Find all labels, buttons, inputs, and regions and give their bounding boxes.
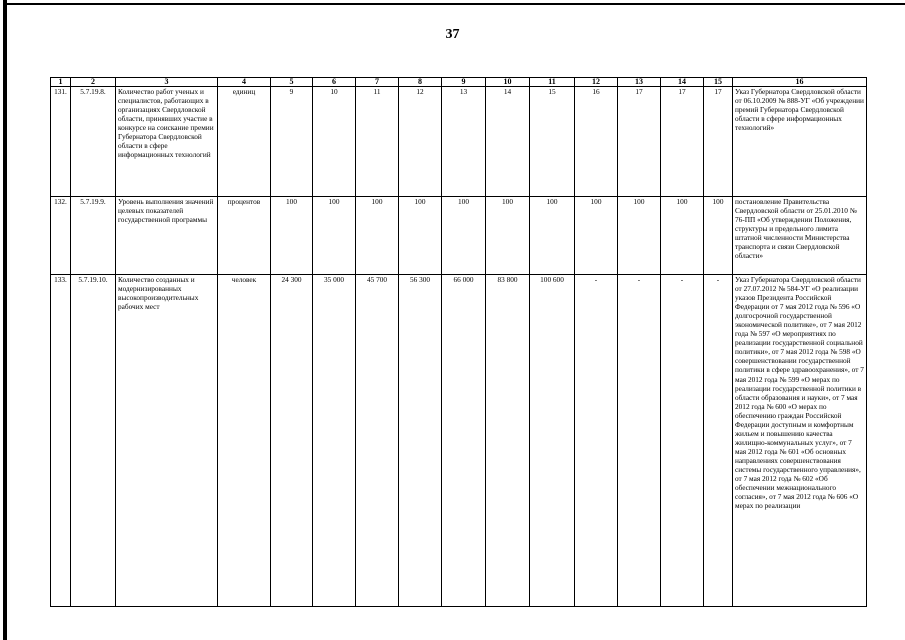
page-border-top xyxy=(3,3,905,5)
column-header: 7 xyxy=(356,78,399,87)
row-number: 133. xyxy=(51,275,71,607)
value-cell: 45 700 xyxy=(356,275,399,607)
value-cell: 9 xyxy=(271,87,313,197)
value-cell: 17 xyxy=(704,87,733,197)
value-cell: 100 xyxy=(575,197,618,275)
value-cell: 66 000 xyxy=(442,275,486,607)
column-header: 14 xyxy=(661,78,704,87)
value-cell: 100 600 xyxy=(530,275,575,607)
value-cell: 100 xyxy=(486,197,530,275)
unit-cell: процентов xyxy=(218,197,271,275)
value-cell: 24 300 xyxy=(271,275,313,607)
value-cell: 100 xyxy=(530,197,575,275)
column-header: 6 xyxy=(313,78,356,87)
value-cell: - xyxy=(618,275,661,607)
column-header: 1 xyxy=(51,78,71,87)
indicator-name: Уровень выполнения значений целевых показателей государственной программы xyxy=(116,197,218,275)
indicators-table xyxy=(50,77,867,607)
value-cell: 15 xyxy=(530,87,575,197)
indicator-code: 5.7.19.10. xyxy=(71,275,116,607)
column-header: 13 xyxy=(618,78,661,87)
column-header: 3 xyxy=(116,78,218,87)
column-header: 5 xyxy=(271,78,313,87)
value-cell: 56 300 xyxy=(399,275,442,607)
value-cell: 10 xyxy=(313,87,356,197)
indicator-name: Количество созданных и модернизированных высокопроизводительных рабочих мест xyxy=(116,275,218,607)
legal-basis: постановление Правительства Свердловской области от 25.01.2010 № 76-ПП «Об утверждении Положения, структуры и предельного лимита штатной численности Министерства транспорта и связи Свердловской области» xyxy=(733,197,867,275)
value-cell: 35 000 xyxy=(313,275,356,607)
value-cell: 13 xyxy=(442,87,486,197)
legal-basis: Указ Губернатора Свердловской области от 06.10.2009 № 888-УГ «Об учреждении премий Губернатора Свердловской области в сфере информационных технологий» xyxy=(733,87,867,197)
value-cell: 100 xyxy=(399,197,442,275)
value-cell: 100 xyxy=(618,197,661,275)
indicator-code: 5.7.19.8. xyxy=(71,87,116,197)
value-cell: 17 xyxy=(661,87,704,197)
value-cell: 17 xyxy=(618,87,661,197)
table-row xyxy=(51,275,867,607)
table-row xyxy=(51,87,867,197)
column-header: 2 xyxy=(71,78,116,87)
page-number: 37 xyxy=(445,27,460,42)
column-header: 10 xyxy=(486,78,530,87)
value-cell: 12 xyxy=(399,87,442,197)
page-border-left xyxy=(3,0,7,640)
column-header: 12 xyxy=(575,78,618,87)
column-header: 16 xyxy=(733,78,867,87)
value-cell: 11 xyxy=(356,87,399,197)
value-cell: 100 xyxy=(661,197,704,275)
column-header: 15 xyxy=(704,78,733,87)
indicator-name: Количество работ ученых и специалистов, работающих в организациях Свердловской области, принявших участие в конкурсе на соискание премии Губернатора Свердловской области в сфере информационных технологий xyxy=(116,87,218,197)
value-cell: 100 xyxy=(271,197,313,275)
value-cell: 14 xyxy=(486,87,530,197)
value-cell: - xyxy=(704,275,733,607)
indicator-code: 5.7.19.9. xyxy=(71,197,116,275)
unit-cell: человек xyxy=(218,275,271,607)
row-number: 132. xyxy=(51,197,71,275)
column-header: 11 xyxy=(530,78,575,87)
header-row xyxy=(51,78,867,87)
legal-basis: Указ Губернатора Свердловской области от 27.07.2012 № 584-УГ «О реализации указов Президента Российской Федерации от 7 мая 2012 года № 596 «О долгосрочной государственной экономической политике», от 7 мая 2012 года № 597 «О мероприятиях по реализации государственной социальной политики», от 7 мая 2012 года № 598 «О совершенствовании государственной политики в сфере здравоохранения», от 7 мая 2012 года № 599 «О мерах по реализации государственной политики в области образования и науки», от 7 мая 2012 года № 600 «О мерах по обеспечению граждан Российской Федерации доступным и комфортным жильем и повышению качества жилищно-коммунальных услуг», от 7 мая 2012 года № 601 «Об основных направлениях совершенствования системы государственного управления», от 7 мая 2012 года № 602 «Об обеспечении межнационального согласия», от 7 мая 2012 года № 606 «О мерах по реализации xyxy=(733,275,867,607)
column-header: 8 xyxy=(399,78,442,87)
value-cell: - xyxy=(661,275,704,607)
value-cell: 100 xyxy=(356,197,399,275)
value-cell: 83 800 xyxy=(486,275,530,607)
row-number: 131. xyxy=(51,87,71,197)
value-cell: 16 xyxy=(575,87,618,197)
column-header: 9 xyxy=(442,78,486,87)
unit-cell: единиц xyxy=(218,87,271,197)
value-cell: - xyxy=(575,275,618,607)
value-cell: 100 xyxy=(704,197,733,275)
column-header: 4 xyxy=(218,78,271,87)
table-row xyxy=(51,197,867,275)
value-cell: 100 xyxy=(313,197,356,275)
value-cell: 100 xyxy=(442,197,486,275)
